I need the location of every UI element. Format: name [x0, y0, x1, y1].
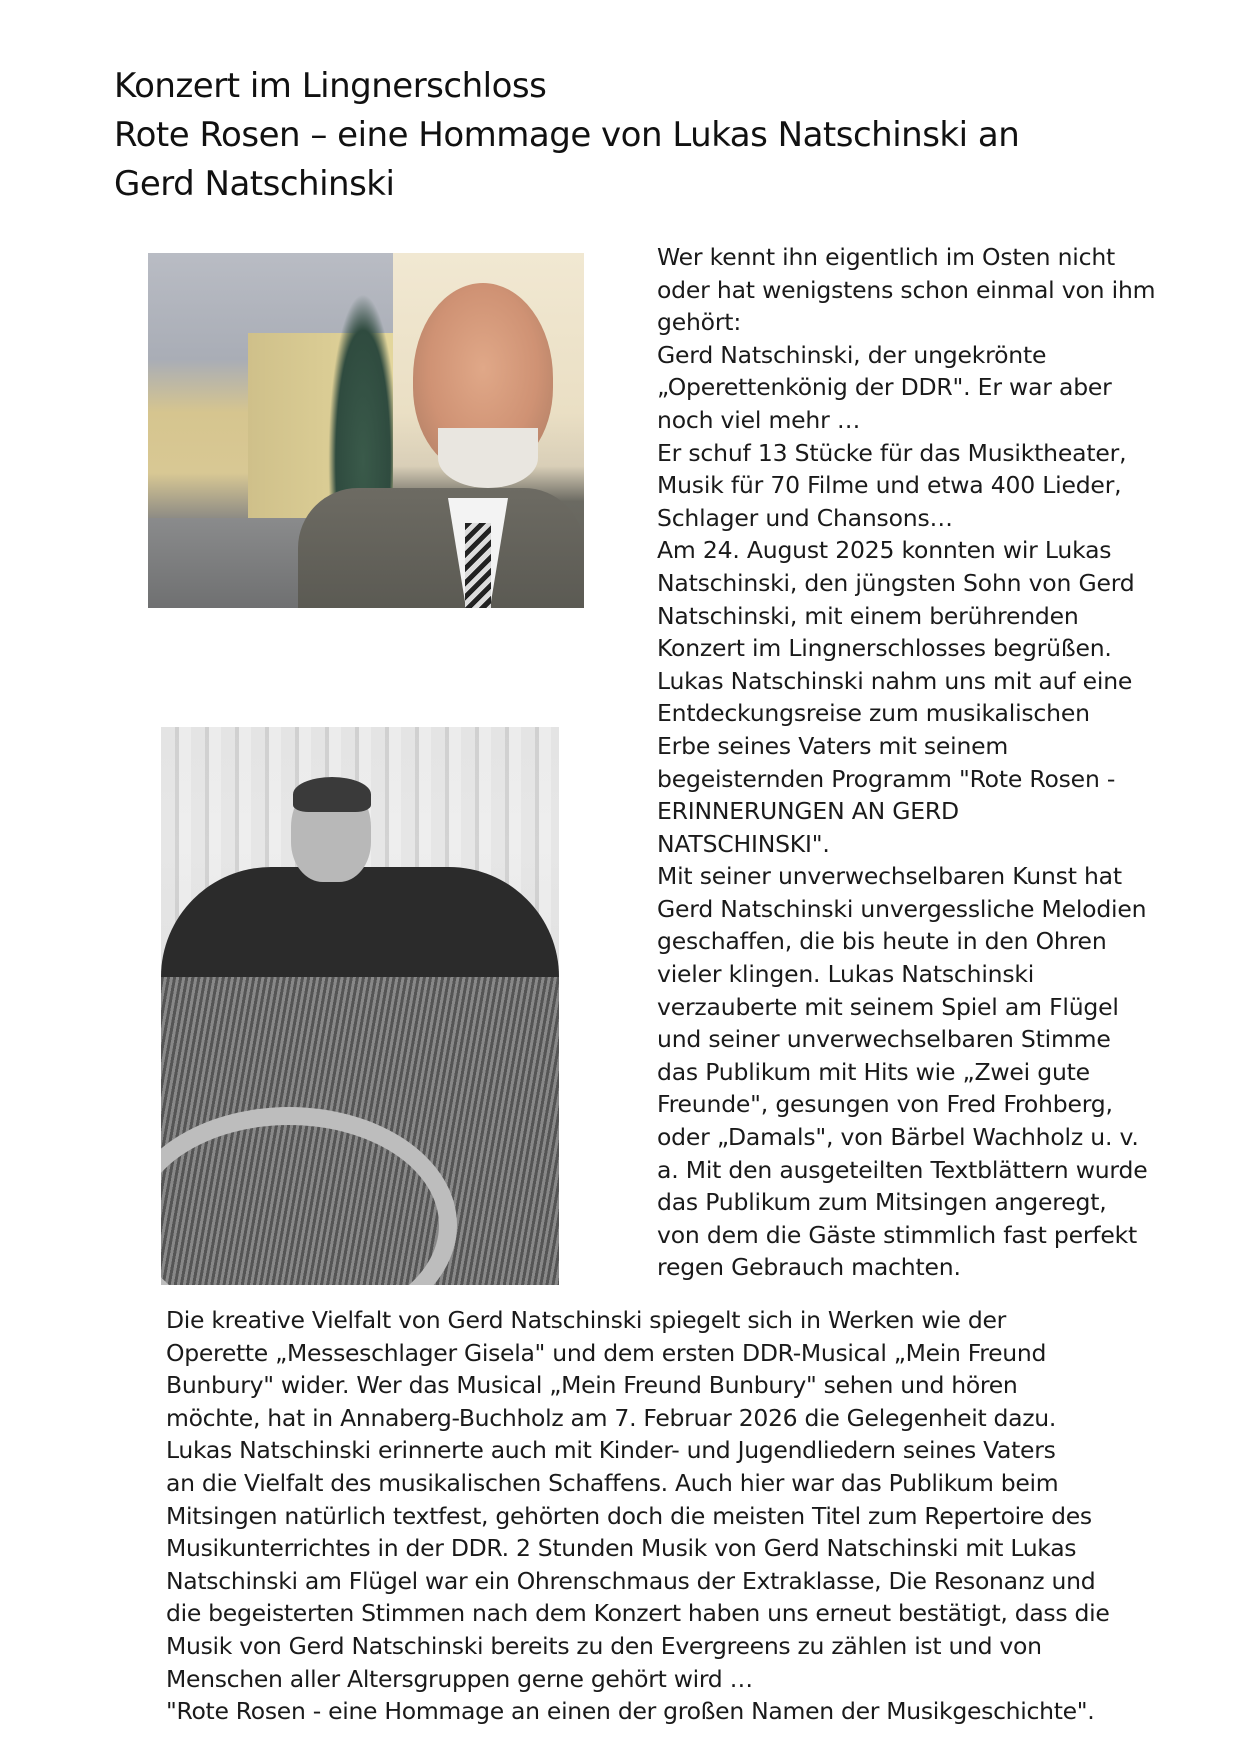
- text-line: von dem die Gäste stimmlich fast perfekt: [657, 1220, 1138, 1249]
- text-line: Musik für 70 Filme und etwa 400 Lieder,: [657, 471, 1122, 500]
- text-line: das Publikum mit Hits wie „Zwei gute: [657, 1057, 1090, 1086]
- photo-lukas-natschinski-piano: [161, 727, 559, 1285]
- text-line: und seiner unverwechselbaren Stimme: [657, 1025, 1111, 1054]
- grey-jacket: [298, 488, 584, 608]
- text-line: Mit seiner unverwechselbaren Kunst hat: [657, 862, 1122, 891]
- article-column-text: [657, 241, 1187, 1284]
- text-line: Schlager und Chansons…: [657, 503, 953, 532]
- title-line-3: Gerd Natschinski: [114, 164, 395, 204]
- text-line: möchte, hat in Annaberg-Buchholz am 7. Februar 2026 die Gelegenheit dazu.: [166, 1403, 1057, 1432]
- title-line-1: Konzert im Lingnerschloss: [114, 66, 547, 106]
- text-line: Lukas Natschinski nahm uns mit auf eine: [657, 666, 1133, 695]
- text-line: Freunde", gesungen von Fred Frohberg,: [657, 1090, 1113, 1119]
- hair: [293, 777, 371, 812]
- text-line: Natschinski, mit einem berührenden: [657, 601, 1079, 630]
- closing-quote-line: "Rote Rosen - eine Hommage an einen der großen Namen der Musikgeschichte".: [166, 1697, 1095, 1726]
- text-line: Die kreative Vielfalt von Gerd Natschinski spiegelt sich in Werken wie der: [166, 1306, 1006, 1334]
- text-line: vieler klingen. Lukas Natschinski: [657, 960, 1035, 989]
- text-line: Er schuf 13 Stücke für das Musiktheater,: [657, 438, 1127, 467]
- text-line: Musikunterrichtes in der DDR. 2 Stunden Musik von Gerd Natschinski mit Lukas: [166, 1534, 1077, 1563]
- suit-jacket: [161, 867, 559, 977]
- text-line: Gerd Natschinski, der ungekrönte: [657, 340, 1047, 369]
- text-line: Menschen aller Altersgruppen gerne gehört wird …: [166, 1664, 753, 1693]
- article-bottom-paragraph: [166, 1304, 1196, 1728]
- text-line: a. Mit den ausgeteilten Textblättern wurde: [657, 1155, 1148, 1184]
- text-line: Musik von Gerd Natschinski bereits zu den Evergreens zu zählen ist und von: [166, 1631, 1042, 1660]
- page-title: [114, 62, 1164, 209]
- text-line: Operette „Messeschlager Gisela" und dem ersten DDR-Musical „Mein Freund: [166, 1338, 1047, 1367]
- text-line: geschaffen, die bis heute in den Ohren: [657, 927, 1107, 956]
- text-line: begeisternden Programm "Rote Rosen -: [657, 764, 1116, 793]
- text-line: Mitsingen natürlich textfest, gehörten doch die meisten Titel zum Repertoire des: [166, 1501, 1092, 1530]
- text-line: „Operettenkönig der DDR". Er war aber: [657, 373, 1112, 402]
- text-line: ERINNERUNGEN AN GERD: [657, 797, 959, 826]
- text-line: oder „Damals", von Bärbel Wachholz u. v.: [657, 1123, 1139, 1152]
- text-line: noch viel mehr …: [657, 405, 861, 434]
- text-line: gehört:: [657, 308, 742, 337]
- photo-collage-gerd-natschinski: [148, 253, 584, 608]
- text-line: Natschinski, den jüngsten Sohn von Gerd: [657, 568, 1135, 597]
- text-line: Bunbury" wider. Wer das Musical „Mein Freund Bunbury" sehen und hören: [166, 1371, 1018, 1400]
- text-line: Natschinski am Flügel war ein Ohrenschmaus der Extraklasse, Die Resonanz und: [166, 1566, 1096, 1595]
- text-line: Konzert im Lingnerschlosses begrüßen.: [657, 634, 1112, 663]
- title-line-2: Rote Rosen – eine Hommage von Lukas Natschinski an: [114, 115, 1020, 155]
- text-line: oder hat wenigstens schon einmal von ihm: [657, 275, 1156, 304]
- text-line: regen Gebrauch machten.: [657, 1253, 961, 1282]
- white-beard: [438, 428, 538, 488]
- text-line: verzauberte mit seinem Spiel am Flügel: [657, 992, 1119, 1021]
- text-line: an die Vielfalt des musikalischen Schaffens. Auch hier war das Publikum beim: [166, 1468, 1059, 1497]
- text-line: NATSCHINSKI".: [657, 829, 830, 858]
- text-line: Erbe seines Vaters mit seinem: [657, 731, 1009, 760]
- text-line: die begeisterten Stimmen nach dem Konzert haben uns erneut bestätigt, dass die: [166, 1599, 1110, 1628]
- text-line: Wer kennt ihn eigentlich im Osten nicht: [657, 243, 1116, 271]
- text-line: Am 24. August 2025 konnten wir Lukas: [657, 536, 1112, 565]
- striped-tie: [465, 523, 491, 608]
- text-line: Lukas Natschinski erinnerte auch mit Kinder- und Jugendliedern seines Vaters: [166, 1436, 1056, 1465]
- text-line: Entdeckungsreise zum musikalischen: [657, 699, 1090, 728]
- text-line: das Publikum zum Mitsingen angeregt,: [657, 1188, 1107, 1217]
- text-line: Gerd Natschinski unvergessliche Melodien: [657, 894, 1147, 923]
